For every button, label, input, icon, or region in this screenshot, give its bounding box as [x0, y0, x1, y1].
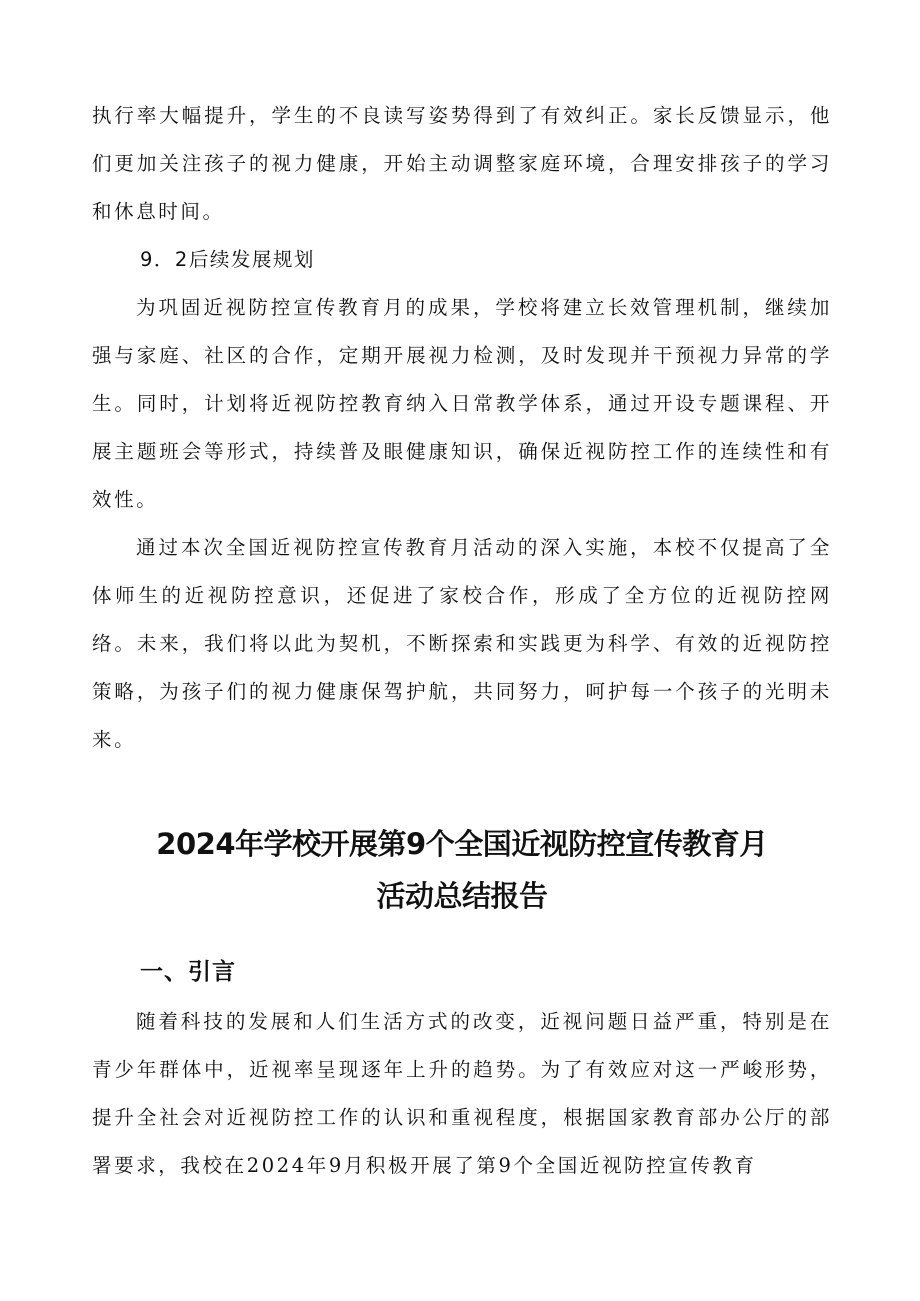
continuation-block: [92, 92, 832, 236]
intro-block: [92, 998, 832, 1190]
section-heading-block: [92, 948, 832, 996]
document-title-line2: 活动总结报告: [376, 879, 548, 913]
intro-paragraph: 随着科技的发展和人们生活方式的改变，近视问题日益严重，特别是在青少年群体中，近视率呈现逐年上升的趋势。为了有效应对这一严峻形势，提升全社会对近视防控工作的认识和重视程度，根据国家教育部办公厅的部署要求，我校在2024年9月积极开展了第9个全国近视防控宣传教育: [92, 1010, 832, 1177]
section-heading: 一、引言: [140, 959, 236, 985]
subsection-block: [92, 236, 832, 284]
document-title-block: [92, 818, 832, 922]
conclusion-block: [92, 524, 832, 764]
plan-paragraph: 为巩固近视防控宣传教育月的成果，学校将建立长效管理机制，继续加强与家庭、社区的合作，定期开展视力检测，及时发现并干预视力异常的学生。同时，计划将近视防控教育纳入日常教学体系，通过开设专题课程、开展主题班会等形式，持续普及眼健康知识，确保近视防控工作的连续性和有效性。: [92, 296, 832, 511]
continuation-paragraph: 执行率大幅提升，学生的不良读写姿势得到了有效纠正。家长反馈显示，他们更加关注孩子的视力健康，开始主动调整家庭环境，合理安排孩子的学习和休息时间。: [92, 104, 832, 223]
plan-block: [92, 284, 832, 524]
document-title-line1: 2024年学校开展第9个全国近视防控宣传教育月: [156, 827, 768, 861]
conclusion-paragraph: 通过本次全国近视防控宣传教育月活动的深入实施，本校不仅提高了全体师生的近视防控意识，还促进了家校合作，形成了全方位的近视防控网络。未来，我们将以此为契机，不断探索和实践更为科学、有效的近视防控策略，为孩子们的视力健康保驾护航，共同努力，呵护每一个孩子的光明未来。: [92, 536, 832, 751]
subsection-heading: 9．2后续发展规划: [140, 248, 315, 271]
